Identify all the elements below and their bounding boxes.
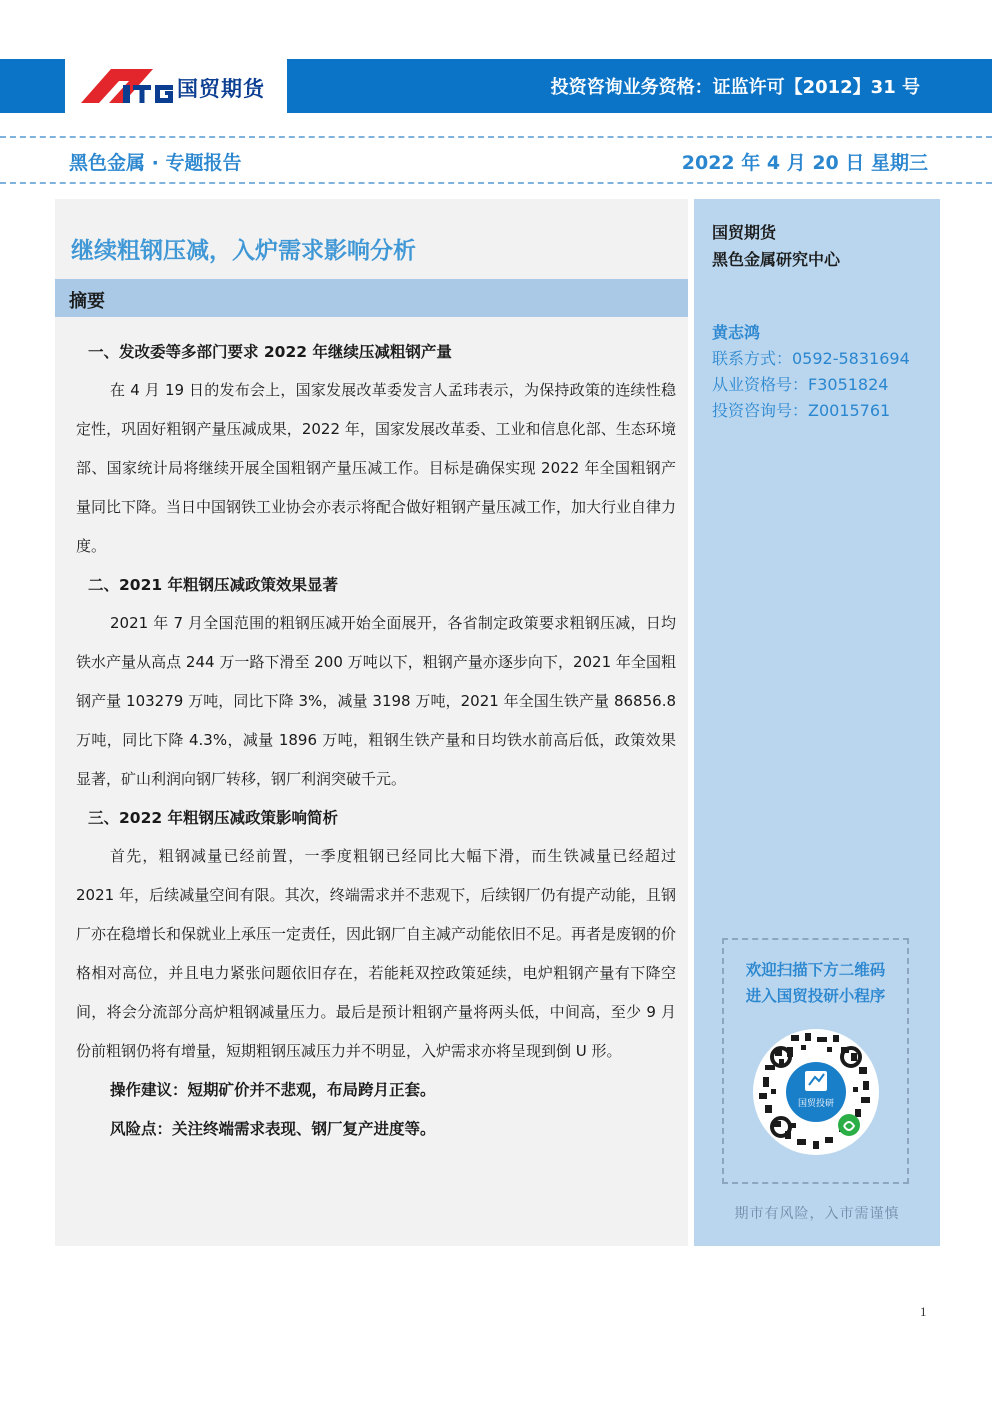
qr-caption (724, 957, 907, 1009)
itg-logo-icon (79, 69, 175, 105)
research-dept: 黑色金属研究中心 (712, 250, 841, 269)
qr-center-label: 国贸投研 (797, 1099, 835, 1109)
org-name: 国贸期货 (712, 223, 777, 242)
sidebar-org (712, 219, 840, 273)
page-number: 1 (920, 1304, 927, 1319)
analyst-info (712, 320, 910, 424)
main-panel (55, 199, 688, 1246)
section-heading-3: 三、2022 年粗钢压减政策影响简析 (88, 809, 339, 827)
section-paragraph-3: 首先，粗钢减量已经前置，一季度粗钢已经同比大幅下滑，而生铁减量已经超过 2021 年，后续减量空间有限。其次，终端需求并不悲观下，后续钢厂仍有提产动能，且钢厂亦在稳增长和保就业上承压一定责任，因此钢厂自主减产动能依旧不足。再者是废钢的价格相对高位，并且电力紧张问题依旧存在，若能耗双控政策延续，电炉粗钢产量有下降空间，将会分流部分高炉粗钢减量压力。最后是预计粗钢产量将两头低，中间高，至少 9 月份前粗钢仍将有增量，短期粗钢压减压力并不明显，入炉需求亦将呈现到倒 U 形。 (76, 847, 677, 1060)
company-logo (65, 59, 287, 113)
analyst-name: 黄志鸿 (712, 323, 761, 342)
divider-top (0, 136, 992, 138)
section-heading-1: 一、发改委等多部门要求 2022 年继续压减粗钢产量 (88, 343, 452, 361)
qr-caption-line1: 欢迎扫描下方二维码 (745, 961, 886, 979)
qualification-text: 投资咨询业务资格：证监许可【2012】31 号 (550, 77, 920, 98)
summary-content (76, 333, 676, 1149)
analyst-consult-id: 投资咨询号：Z0015761 (712, 401, 891, 420)
summary-label: 摘要 (69, 291, 105, 312)
section-paragraph-2: 2021 年 7 月全国范围的粗钢压减开始全面展开，各省制定政策要求粗钢压减，日均铁水产量从高点 244 万一路下滑至 200 万吨以下，粗钢产量亦逐步向下，2021 年全国粗钢产量 103279 万吨，同比下降 3%，减量 3198 万吨，2021 年全国生铁产量 86856.8 万吨，同比下降 4.3%，减量 1896 万吨，粗钢生铁产量和日均铁水前高后低，政策效果显著，矿山利润向钢厂转移，钢厂利润突破千元。 (76, 614, 676, 788)
risk-points: 风险点：关注终端需求表现、钢厂复产进度等。 (110, 1120, 436, 1138)
divider-bottom (0, 182, 992, 184)
qr-caption-line2: 进入国贸投研小程序 (745, 987, 886, 1005)
sidebar (694, 199, 940, 1246)
analyst-practice-id: 从业资格号：F3051824 (712, 375, 889, 394)
page-title: 继续粗钢压减，入炉需求影响分析 (71, 238, 416, 264)
risk-disclaimer: 期市有风险，入市需谨慎 (734, 1206, 900, 1222)
section-paragraph-1: 在 4 月 19 日的发布会上，国家发展改革委发言人孟玮表示，为保持政策的连续性稳定性，巩固好粗钢产量压减成果，2022 年，国家发展改革委、工业和信息化部、生态环境部、国家统计局将继续开展全国粗钢产量压减工作。目标是确保实现 2022 年全国粗钢产量同比下降。当日中国钢铁工业协会亦表示将配合做好粗钢产量压减工作，加大行业自律力度。 (76, 381, 677, 555)
trade-advice: 操作建议：短期矿价并不悲观，布局跨月正套。 (110, 1081, 436, 1099)
mini-program-qr-icon[interactable] (751, 1027, 881, 1157)
section-heading-2: 二、2021 年粗钢压减政策效果显著 (88, 576, 339, 594)
qr-promo-box (722, 938, 909, 1184)
summary-bar (55, 279, 688, 317)
report-category: 黑色金属 · 专题报告 (69, 152, 242, 174)
logo-name: 国贸期货 (177, 77, 265, 101)
report-date: 2022 年 4 月 20 日 星期三 (681, 152, 928, 174)
analyst-contact: 联系方式：0592-5831694 (712, 349, 910, 368)
